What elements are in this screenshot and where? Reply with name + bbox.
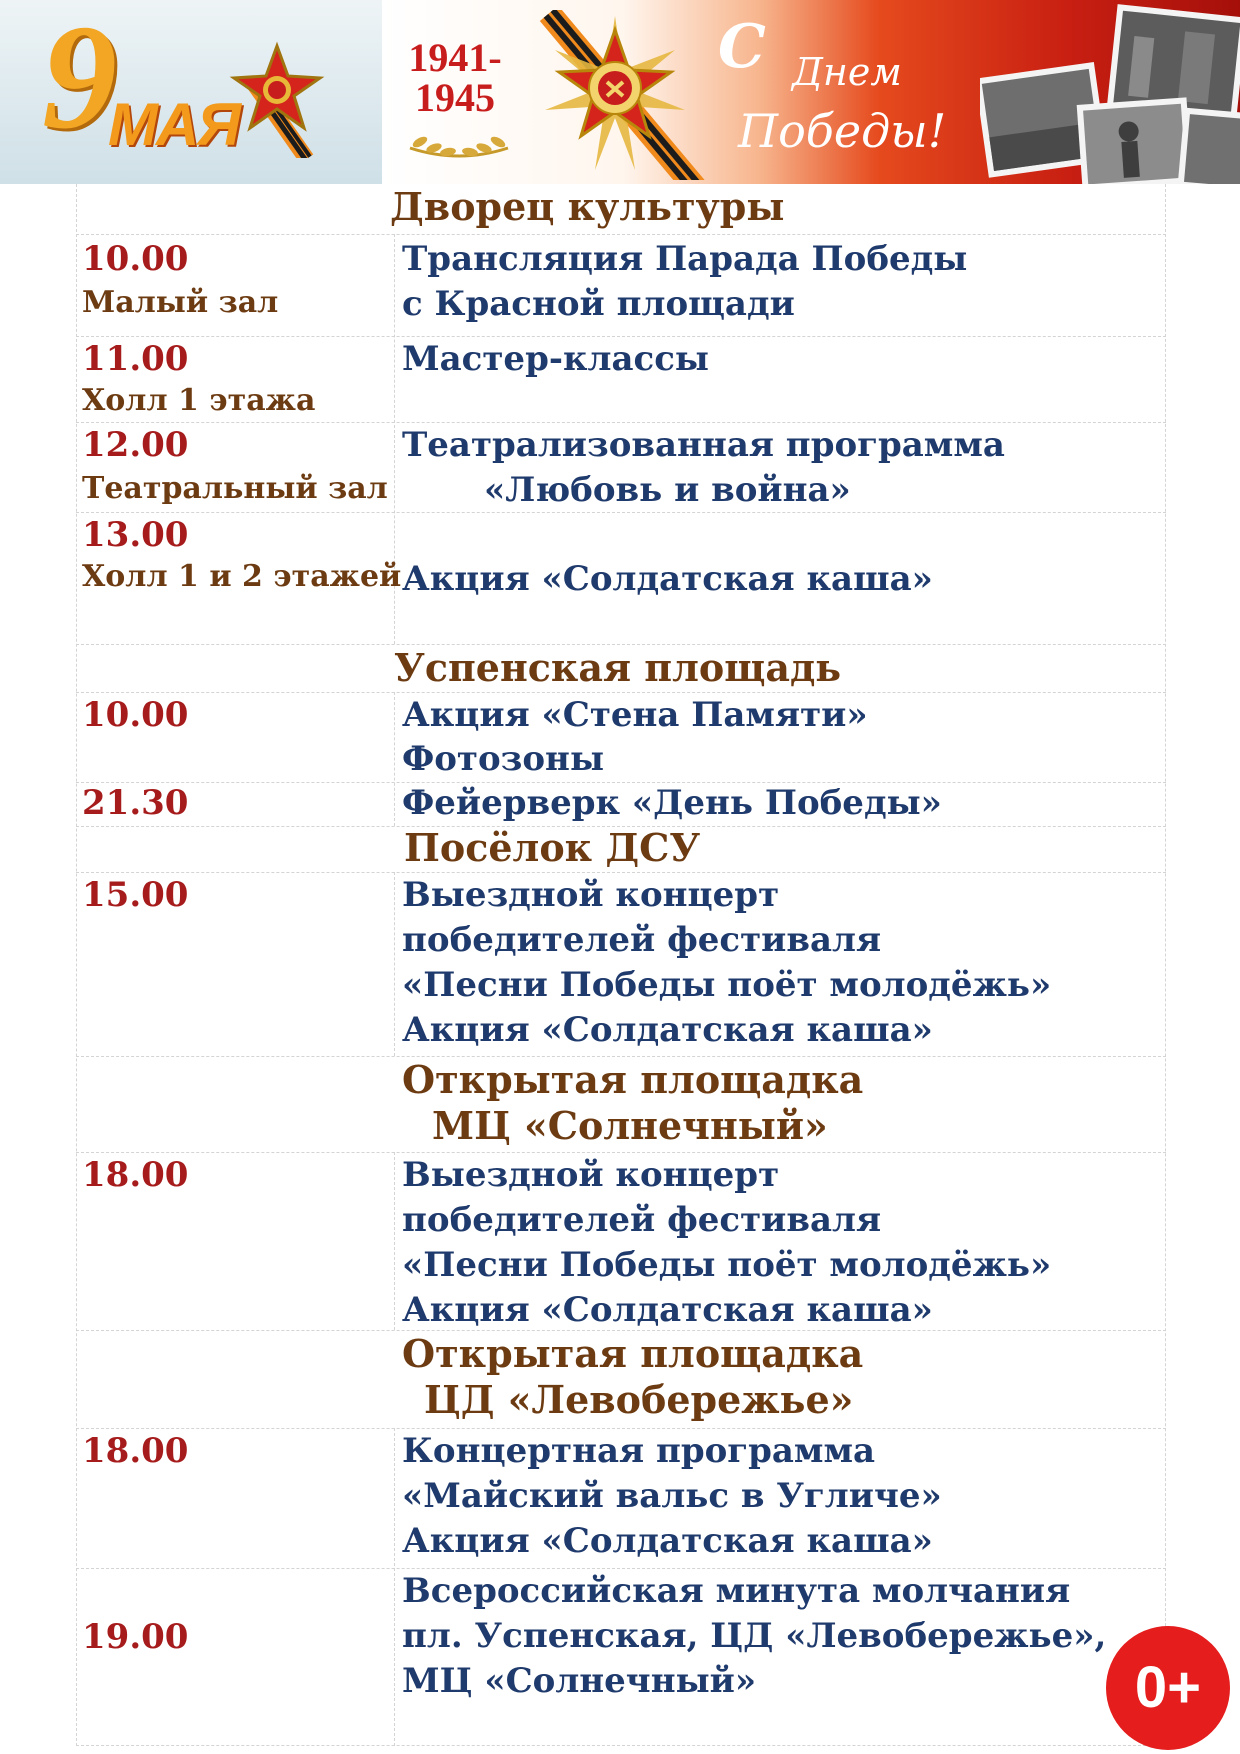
event-time: 10.00 — [82, 695, 189, 735]
event-line: «Майский вальс в Угличе» — [402, 1476, 942, 1516]
schedule-table — [76, 184, 1166, 1746]
greeting-day: Днем — [792, 50, 902, 94]
section-heading-row — [76, 826, 1166, 872]
event-line: МЦ «Солнечный» — [402, 1661, 757, 1701]
table-row — [76, 1568, 1166, 1746]
laurel-branch-icon — [400, 118, 518, 162]
table-row — [76, 336, 1166, 422]
event-line: Выездной концерт — [402, 875, 780, 915]
section-heading-row — [76, 184, 1166, 234]
section-heading: МЦ «Солнечный» — [432, 1103, 828, 1148]
section-heading-row — [76, 644, 1166, 692]
event-time: 10.00 — [82, 239, 189, 279]
years-end: 1945 — [415, 75, 495, 120]
event-place: Малый зал — [82, 285, 279, 320]
greeting-victory: Победы! — [738, 104, 947, 158]
section-heading: Открытая площадка — [402, 1331, 864, 1376]
event-time: 12.00 — [82, 425, 189, 465]
table-row — [76, 782, 1166, 826]
section-heading: Посёлок ДСУ — [404, 825, 701, 870]
event-line: Выездной концерт — [402, 1155, 780, 1195]
table-row — [76, 692, 1166, 782]
years-label — [400, 35, 510, 120]
event-line: победителей фестиваля — [402, 1200, 882, 1240]
event-line: Акция «Солдатская каша» — [402, 1290, 933, 1330]
event-place: Театральный зал — [82, 471, 388, 506]
section-heading: Открытая площадка — [402, 1057, 864, 1102]
event-line: Концертная программа — [402, 1431, 876, 1471]
event-line: Театрализованная программа — [402, 425, 1005, 465]
archive-photos-collage — [980, 0, 1240, 184]
may-word: МАЯ — [108, 91, 240, 158]
nine-digit: 9 — [42, 0, 117, 160]
section-heading-row — [76, 1330, 1166, 1428]
event-line: Всероссийская минута молчания — [402, 1571, 1071, 1611]
section-heading-row — [76, 1056, 1166, 1152]
event-line: Акция «Стена Памяти» — [402, 695, 868, 735]
order-star-small-icon — [222, 38, 332, 158]
table-row — [76, 1152, 1166, 1330]
event-time: 11.00 — [82, 339, 189, 379]
event-line: Фейерверк «День Победы» — [402, 783, 942, 823]
event-line: Мастер-классы — [402, 339, 709, 379]
event-time: 18.00 — [82, 1431, 189, 1471]
section-heading: Успенская площадь — [394, 645, 842, 690]
event-time: 21.30 — [82, 783, 189, 823]
event-time: 18.00 — [82, 1155, 189, 1195]
years-start: 1941- — [408, 35, 502, 80]
event-line: Акция «Солдатская каша» — [402, 559, 933, 599]
table-row — [76, 234, 1166, 336]
event-line: пл. Успенская, ЦД «Левобережье», — [402, 1616, 1107, 1656]
table-row — [76, 872, 1166, 1056]
event-line: Акция «Солдатская каша» — [402, 1010, 933, 1050]
event-line: победителей фестиваля — [402, 920, 882, 960]
event-place: Холл 1 и 2 этажей — [82, 559, 402, 594]
table-row — [76, 422, 1166, 512]
event-line: Трансляция Парада Победы — [402, 239, 968, 279]
event-line: «Любовь и война» — [484, 470, 851, 510]
patriotic-war-order-icon — [525, 10, 705, 180]
section-heading: Дворец культуры — [390, 184, 785, 229]
age-rating-badge: 0+ — [1106, 1626, 1230, 1750]
header-banner — [0, 0, 1240, 184]
event-line: «Песни Победы поёт молодёжь» — [402, 1245, 1052, 1285]
table-row — [76, 1428, 1166, 1568]
event-line: «Песни Победы поёт молодёжь» — [402, 965, 1052, 1005]
event-time: 19.00 — [82, 1617, 189, 1657]
event-time: 15.00 — [82, 875, 189, 915]
section-heading: ЦД «Левобережье» — [424, 1377, 854, 1422]
event-line: Акция «Солдатская каша» — [402, 1521, 933, 1561]
event-line: Фотозоны — [402, 739, 605, 779]
event-place: Холл 1 этажа — [82, 383, 316, 418]
greeting-s: С — [718, 12, 766, 82]
event-line: с Красной площади — [402, 284, 795, 324]
event-time: 13.00 — [82, 515, 189, 555]
victory-day-greeting — [718, 12, 988, 172]
table-row — [76, 512, 1166, 644]
